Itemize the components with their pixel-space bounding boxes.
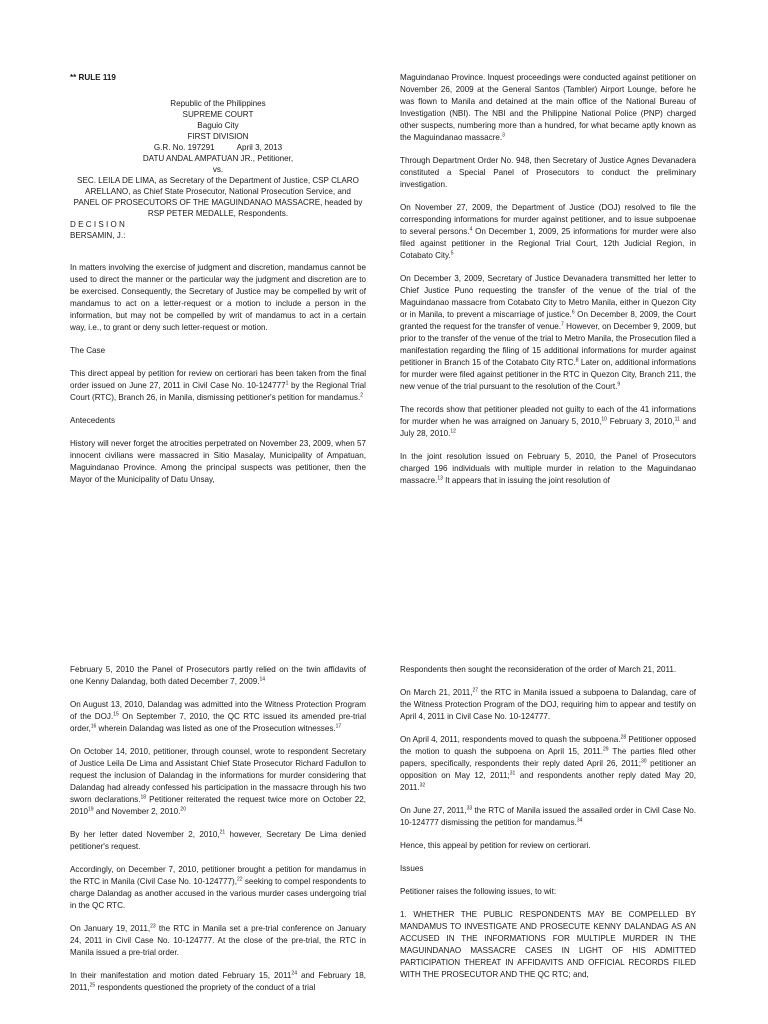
footnote-ref[interactable]: 16: [90, 723, 97, 730]
paragraph: On August 13, 2010, Dalandag was admitted into the Witness Protection Program of the DOJ.$^{15}$ On September 7, 2010, the QC RTC issued its amended pre-trial order,$^{16}$ wherein Dalandag was listed as one of the Prosecution witnesses.$^{17}$: [70, 700, 366, 733]
case-number: G.R. No. 197291 April 3, 2013: [153, 143, 283, 152]
footnote-ref[interactable]: 29: [602, 746, 609, 753]
respondents-line: ARELLANO, as Chief State Prosecutor, National Prosecution Service, and: [85, 187, 351, 196]
footnote-ref[interactable]: 7: [561, 321, 564, 328]
page2-right-column: [400, 664, 696, 992]
paragraph: On January 19, 2011,23 the RTC in Manila set a pre-trial conference on January 24, 2011 in Civil Case No. 10-124777. At the close of the pre-trial, the RTC in Manila issued a pre-trial order.: [70, 923, 366, 957]
header-line: FIRST DIVISION: [187, 132, 249, 141]
footnote-ref[interactable]: 11: [674, 416, 680, 423]
paragraph: On October 14, 2010, petitioner, through counsel, wrote to respondent Secretary of Justice Leila De Lima and Assistant Chief State Prosecutor Richard Fadullon to request the inclusion of Dalandag in the informations for murder considering that Dalandag had already confessed his participation in the massacre through his two sworn declarations.$^{18}$ Petitioner reiterated the request twice more on October 22, 2010$^{19}$ and November 2, 2010.20: [70, 747, 367, 816]
paragraph: On March 21, 2011,27 the RTC in Manila issued a subpoena to Dalandag, care of the Witness Protection Program of the DOJ, requiring him to appear and testify on April 4, 2011 in Civil Case No. 10-124777.: [400, 687, 696, 721]
respondents-line: RSP PETER MEDALLE, Respondents.: [147, 209, 289, 218]
paragraph: Respondents then sought the reconsideration of the order of March 21, 2011.: [400, 665, 677, 674]
footnote-ref[interactable]: 1: [285, 380, 289, 387]
paragraph: Maguindanao Province. Inquest proceedings were conducted against petitioner on November 26, 2009 at the General Santos (Tambler) Airport Lounge, before he was flown to Manila and detained at the main office of the National Bureau of Investigation (NBI). The NBI and the Philippine National Police (PNP) charged other suspects, numbering more than a hundred, for what became aptly known as the Maguindanao massacre.$^3$: [400, 73, 696, 142]
paragraph: In matters involving the exercise of judgment and discretion, mandamus cannot be used to direct the manner or the particular way the judgment and discretion are to be exercised. Consequently, the Secretary of Justice may be compelled by writ of mandamus to act on a letter-request or a motion to include a person in the information, but may not be compelled by writ of mandamus to act in a certain way, i.e., to grant or deny such letter-request or motion.: [70, 263, 366, 332]
page2-left-column: [70, 664, 366, 1005]
footnote-ref[interactable]: 17: [335, 723, 342, 730]
footnote-ref[interactable]: 20: [180, 806, 186, 813]
paragraph: Accordingly, on December 7, 2010, petitioner brought a petition for mandamus in the RTC in Manila (Civil Case No. 10-124777),$^{22}$ seeking to compel respondents to charge Dalandag as another accused in the various murder cases undergoing trial in the QC RTC.: [70, 865, 366, 910]
header-line: Baguio City: [197, 121, 239, 130]
ponente: BERSAMIN, J.:: [70, 231, 126, 240]
paragraph: Petitioner raises the following issues, to wit:: [400, 887, 557, 896]
decision-label: D E C I S I O N: [70, 220, 125, 229]
paragraph: In their manifestation and motion dated February 15, 2011$^{24}$ and February 18, 2011,25 respondents questioned the propriety of the conduct of a trial: [70, 970, 367, 992]
section-heading: Antecedents: [70, 416, 115, 425]
footnote-ref[interactable]: 31: [509, 770, 516, 777]
paragraph: Through Department Order No. 948, then Secretary of Justice Agnes Devanadera constituted a Special Panel of Prosecutors to conduct the preliminary investigation.: [400, 156, 696, 189]
header-line: Republic of the Philippines: [170, 99, 266, 108]
header-line: SUPREME COURT: [182, 110, 254, 119]
paragraph: Hence, this appeal by petition for review on certiorari.: [400, 841, 591, 850]
paragraph: By her letter dated November 2, 2010,21 however, Secretary De Lima denied petitioner's request.: [70, 829, 366, 851]
footnote-ref[interactable]: 23: [150, 923, 156, 930]
paragraph: On November 27, 2009, the Department of Justice (DOJ) resolved to file the corresponding informations for murder against petitioner, and to issue subpoenae to several persons.$^4$ On December 1, 2009, 25 informations for murder were also filed against petitioner in the Regional Trial Court, 12th Judicial Region, in Cotabato City.$^5$: [400, 203, 696, 260]
footnote-ref[interactable]: 2: [360, 392, 363, 399]
paragraph: On December 3, 2009, Secretary of Justice Devanadera transmitted her letter to Chief Justice Puno requesting the transfer of the venue of the trial of the Maguindanao massacre from Cotabato City to Metro Manila, either in Quezon City or in Manila, to prevent a miscarriage of justice.$^6$ On December 8, 2009, the Court granted the request for the transfer of venue.$^7$ However, on December 9, 2009, but prior to the transfer of the venue of the trial to Metro Manila, the Prosecution filed a manifestation regarding the filing of 15 additional informations for murder against petitioner in Branch 15 of the Cotabato City RTC.$^8$ Later on, additional informations for murder were filed against petitioner in the RTC in Quezon City, Branch 211, the new venue of the trial pursuant to the resolution of the Court.$^9$: [400, 274, 697, 391]
footnote-ref[interactable]: 34: [576, 817, 583, 824]
footnote-ref[interactable]: 12: [450, 428, 456, 435]
footnote-ref[interactable]: 22: [236, 876, 243, 883]
footnote-ref[interactable]: 24: [291, 970, 297, 977]
rule-heading: ** RULE 119: [70, 73, 116, 82]
paragraph: The records show that petitioner pleaded not guilty to each of the 41 informations for murder when he was arraigned on January 5, 2010,10 February 3, 2010,11 and July 28, 2010.12: [400, 405, 696, 438]
footnote-ref[interactable]: 6: [571, 309, 575, 316]
paragraph: In the joint resolution issued on February 5, 2010, the Panel of Prosecutors charged 196 individuals with multiple murder in relation to the Maguindanao massacre.$^{13}$ It appears that in issuing the joint resolution of: [400, 452, 696, 485]
section-heading: The Case: [70, 346, 106, 355]
petitioner: DATU ANDAL AMPATUAN JR., Petitioner,: [142, 154, 294, 163]
respondents-line: SEC. LEILA DE LIMA, as Secretary of the Department of Justice, CSP CLARO: [77, 176, 359, 185]
footnote-ref[interactable]: 15: [113, 711, 119, 718]
footnote-ref[interactable]: 33: [466, 805, 473, 812]
versus: vs.: [212, 165, 224, 174]
footnote-ref[interactable]: 9: [617, 381, 621, 388]
footnote-ref[interactable]: 13: [437, 475, 443, 482]
footnote-ref[interactable]: 19: [88, 806, 94, 813]
footnote-ref[interactable]: 32: [419, 782, 426, 789]
case-header: [70, 98, 366, 175]
footnote-ref[interactable]: 21: [219, 829, 226, 836]
paragraph: On June 27, 2011,33 the RTC of Manila issued the assailed order in Civil Case No. 10-124777 dismissing the petition for mandamus.$^{34}$: [400, 805, 696, 827]
footnote-ref[interactable]: 8: [575, 357, 579, 364]
issue-item: 1. WHETHER THE PUBLIC RESPONDENTS MAY BE COMPELLED BY MANDAMUS TO INVESTIGATE AND PROSECUTE KENNY DALANDAG AS AN ACCUSED IN THE INFORMATIONS FOR MULTIPLE MURDER IN THE MAGUINDANAO MASSACRE CASES IN LIGHT OF HIS ADMITTED PARTICIPATION THEREAT IN AFFIDAVITS AND OFFICIAL RECORDS FILED WITH THE PROSECUTOR AND THE QC RTC; and,: [400, 910, 696, 979]
paragraph: February 5, 2010 the Panel of Prosecutors partly relied on the twin affidavits of one Kenny Dalandag, both dated December 7, 2009.14: [70, 665, 366, 686]
paragraph: History will never forget the atrocities perpetrated on November 23, 2009, when 57 innocent civilians were massacred in Sitio Masalay, Municipality of Ampatuan, Maguindanao Province. Among the principal suspects was petitioner, then the Mayor of the Municipality of Datu Unsay,: [70, 439, 366, 484]
page1-left-column: [70, 72, 366, 497]
page1-right-column: [400, 72, 696, 498]
footnote-ref[interactable]: 4: [469, 226, 473, 233]
footnote-ref[interactable]: 28: [620, 734, 627, 741]
footnote-ref[interactable]: 3: [502, 132, 505, 139]
footnote-ref[interactable]: 30: [641, 758, 647, 765]
footnote-ref[interactable]: 5: [450, 250, 454, 257]
footnote-ref[interactable]: 18: [140, 794, 147, 801]
respondents-line: PANEL OF PROSECUTORS OF THE MAGUINDANAO MASSACRE, headed by: [73, 198, 363, 207]
document-page-2: [0, 512, 768, 1024]
paragraph: On April 4, 2011, respondents moved to quash the subpoena.$^{28}$ Petitioner opposed the motion to quash the subpoena on April 15, 2011.29 The parties filed other papers, specifically, respondents their reply dated April 26, 2011;$^{30}$ petitioner an opposition on May 12, 2011;$^{31}$ and respondents another reply dated May 20, 2011.32: [400, 734, 696, 792]
footnote-ref[interactable]: 27: [472, 687, 479, 694]
paragraph: This direct appeal by petition for review on certiorari has been taken from the final order issued on June 27, 2011 in Civil Case No. 10-124777$^1$ by the Regional Trial Court (RTC), Branch 26, in Manila, dismissing petitioner's petition for mandamus.$^2$: [70, 369, 366, 402]
footnote-ref[interactable]: 25: [89, 982, 96, 989]
section-heading: Issues: [400, 864, 424, 873]
footnote-ref[interactable]: 10: [601, 416, 607, 423]
footnote-ref[interactable]: 14: [259, 676, 266, 683]
respondents-block: [70, 175, 366, 241]
